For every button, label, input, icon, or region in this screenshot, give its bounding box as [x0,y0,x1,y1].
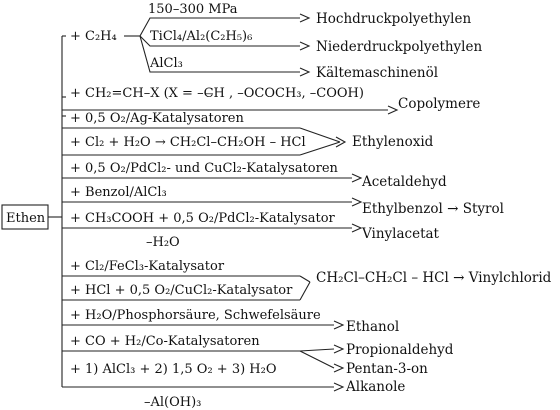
fecl3-merge [300,276,310,282]
arrow-oil [300,68,309,76]
product-ethylenoxid: Ethylenoxid [352,134,434,150]
product-acetaldehyd: Acetaldehyd [362,174,447,190]
arrow-alkanole [334,383,343,391]
acetald-reagent: + 0,5 O₂/PdCl₂- und CuCl₂-Katalysatoren [70,161,338,176]
vcm-merge [300,282,310,300]
vinylacetat-byproduct: –H₂O [146,235,180,250]
eo-merge [300,142,340,155]
fecl3-reagent: + Cl₂/FeCl₃-Katalysator [70,259,225,274]
ethanol-reagent: + H₂O/Phosphorsäure, Schwefelsäure [70,308,321,323]
product-ethanol: Ethanol [346,319,400,335]
arrow-propionaldehyd [334,345,343,353]
benzol-reagent: + Benzol/AlCl₃ [70,185,167,200]
product-vinylacetat: Vinylacetat [362,226,439,242]
oxo-fan-top [300,349,334,351]
product-hdpe: Hochdruckpolyethylen [316,11,472,27]
hdpe-condition: 150–300 MPa [148,2,238,17]
product-ethylbenzol: Ethylbenzol → Styrol [362,201,504,217]
eo-reagent: + Cl₂ + H₂O → CH₂Cl–CH₂OH – HCl [70,135,306,150]
alkanole-byproduct: –Al(OH)₃ [144,395,202,410]
oxo-fan-low [300,351,334,368]
ldpe-catalyst: TiCl₄/Al₂(C₂H₅)₆ [150,29,253,44]
ethen-label: Ethen [6,211,46,226]
arrow-ldpe [300,42,309,50]
oxo-reagent: + CO + H₂/Co-Katalysatoren [70,334,260,349]
vcm-reagent: + HCl + 0,5 O₂/CuCl₂-Katalysator [70,283,293,298]
arrow-eo [336,137,345,147]
copoly-reagent: + CH₂=CH–X (X = –C̶H , –OCOCH₃, –COOH) [70,86,364,101]
oil-catalyst: AlCl₃ [150,56,183,71]
c2h4-reagent: + C₂H₄ [70,29,117,44]
alkanole-reagent: + 1) AlCl₃ + 2) 1,5 O₂ + 3) H₂O [70,362,277,377]
ag-merge [300,128,340,142]
product-copolymere: Copolymere [398,96,481,112]
product-ldpe: Niederdruckpolyethylen [316,39,483,55]
arrow-acetald [352,174,361,182]
arrow-ethanol [334,321,343,329]
ag-reagent: + 0,5 O₂/Ag-Katalysatoren [70,111,244,126]
vinylacetat-reagent: + CH₃COOH + 0,5 O₂/PdCl₂-Katalysator [70,211,335,226]
arrow-hdpe [300,14,309,22]
arrow-benzol [352,198,361,206]
arrow-pentanon [334,364,343,372]
product-oil: Kältemaschinenöl [316,65,439,81]
product-propionaldehyd: Propionaldehyd [346,342,454,358]
product-vinylchlorid: CH₂Cl–CH₂Cl – HCl → Vinylchlorid [316,270,552,286]
product-pentan-3-on: Pentan-3-on [346,361,428,377]
arrow-copoly [388,106,397,114]
product-alkanole: Alkanole [346,379,406,395]
arrow-vinylacetat [352,224,361,232]
